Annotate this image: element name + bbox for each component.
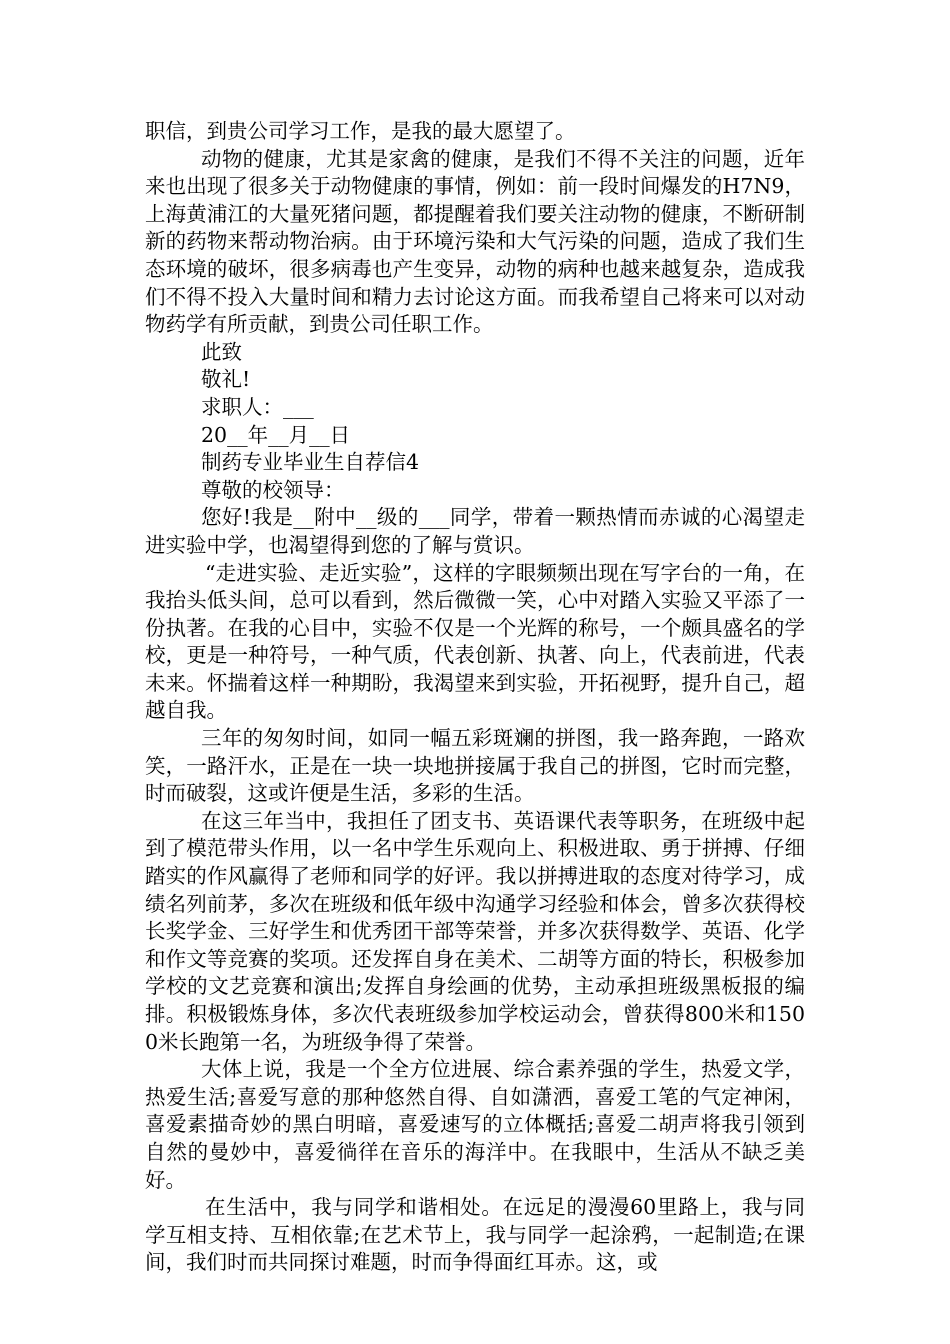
- section-title: 制药专业毕业生自荐信4: [201, 450, 420, 475]
- closing-salutation: 此致: [201, 339, 242, 364]
- document-body: [145, 118, 805, 1277]
- paragraph-aspiration: “走进实验、走近实验”，这样的字眼频频出现在写字台的一角，在我抬头低头间，总可以看到，然后微微一笑，心中对踏入实验又平添了一份执著。在我的心目中，实验不仅是一个光辉的称号，一个颇具盛名的学校，更是一种符号，一种气质，代表创新、执著、向上，代表前进，代表未来。怀揣着这样一种期盼，我渴望来到实验，开拓视野，提升自己，超越自我。: [145, 560, 805, 723]
- paragraph-interests: 大体上说，我是一个全方位进展、综合素养强的学生，热爱文学，热爱生活;喜爱写意的那种悠然自得、自如潇洒，喜爱工笔的气定神闲，喜爱素描奇妙的黑白明暗，喜爱速写的立体概括;喜爱二胡声将我引领到自然的曼妙中，喜爱徜徉在音乐的海洋中。在我眼中，生活从不缺乏美好。: [145, 1057, 805, 1192]
- closing-regards: 敬礼!: [201, 367, 251, 392]
- paragraph-achievements: 在这三年当中，我担任了团支书、英语课代表等职务，在班级中起到了模范带头作用，以一名中学生乐观向上、积极进取、勇于拼搏、仔细踏实的作风赢得了老师和同学的好评。我以拼搏进取的态度对待学习，成绩名列前茅，多次在班级和低年级中沟通学习经验和体会，曾多次获得校长奖学金、三好学生和优秀团干部等荣誉，并多次获得数学、英语、化学和作文等竞赛的奖项。还发挥自身在美术、二胡等方面的特长，积极参加学校的文艺竞赛和演出;发挥自身绘画的优势，主动承担班级黑板报的编排。积极锻炼身体，多次代表班级参加学校运动会，曾获得800米和1500米长跑第一名，为班级争得了荣誉。: [145, 808, 805, 1054]
- paragraph-animal-health: 动物的健康，尤其是家禽的健康，是我们不得不关注的问题，近年来也出现了很多关于动物健康的事情，例如：前一段时间爆发的H7N9，上海黄浦江的大量死猪问题，都提醒着我们要关注动物的健康，不断研制新的药物来帮动物治病。由于环境污染和大气污染的问题，造成了我们生态环境的破坏，很多病毒也产生变异，动物的病种也越来越复杂，造成我们不得不投入大量时间和精力去讨论这方面。而我希望自己将来可以对动物药学有所贡献，到贵公司任职工作。: [145, 146, 805, 337]
- paragraph-introduction: 您好!我是__附中__级的___同学，带着一颗热情而赤诚的心渴望走进实验中学，也渴望得到您的了解与赏识。: [145, 505, 805, 557]
- paragraph-classmates: 在生活中，我与同学和谐相处。在远足的漫漫60里路上，我与同学互相支持、互相依靠;在艺术节上，我与同学一起涂鸦，一起制造;在课间，我们时而共同探讨难题，时而争得面红耳赤。这，或: [145, 1195, 805, 1275]
- signature-applicant: 求职人：___: [201, 394, 314, 419]
- paragraph-three-years: 三年的匆匆时间，如同一幅五彩斑斓的拼图，我一路奔跑，一路欢笑，一路汗水，正是在一块一块地拼接属于我自己的拼图，它时而完整，时而破裂，这或许便是生活，多彩的生活。: [145, 726, 805, 806]
- paragraph-job-letter-ending: 职信，到贵公司学习工作，是我的最大愿望了。: [145, 119, 576, 143]
- greeting: 尊敬的校领导：: [201, 477, 345, 502]
- signature-date: 20__年__月__日: [201, 422, 351, 447]
